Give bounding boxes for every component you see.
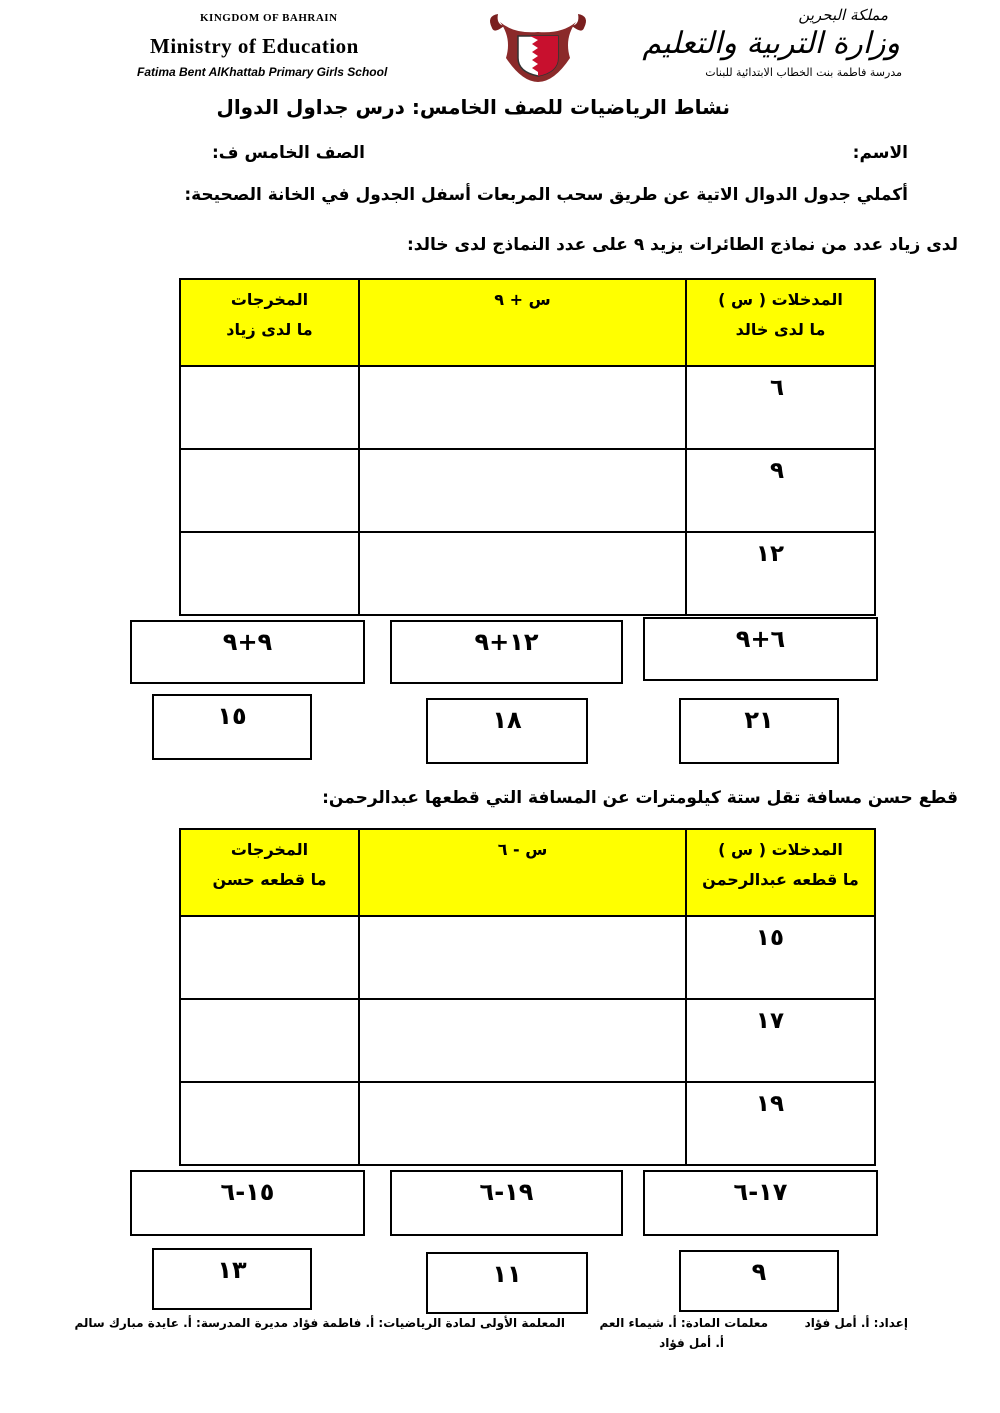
header-kingdom: KINGDOM OF BAHRAIN: [200, 12, 338, 24]
header-kingdom-ar: مملكة البحرين: [798, 6, 888, 24]
header-ministry: Ministry of Education: [150, 34, 359, 58]
rule-drop-cell[interactable]: [359, 449, 686, 532]
expression-tile[interactable]: ١٢+٩: [390, 620, 623, 684]
input-cell: ٦: [686, 366, 875, 449]
expression-tile[interactable]: ١٩-٦: [390, 1170, 623, 1236]
input-cell: ١٥: [686, 916, 875, 999]
bahrain-emblem-icon: [482, 8, 594, 84]
footer-teachers: معلمات المادة: أ. شيماء العم: [599, 1316, 768, 1330]
expression-tile[interactable]: ٦+٩: [643, 617, 878, 681]
header-school: Fatima Bent AlKhattab Primary Girls School: [137, 65, 388, 79]
class-label: الصف الخامس ف:: [212, 143, 365, 163]
footer-principal: مديرة المدرسة: أ. عايدة مبارك سالم: [74, 1316, 288, 1330]
result-tile[interactable]: ٢١: [679, 698, 839, 764]
output-drop-cell[interactable]: [180, 1082, 359, 1165]
rule-drop-cell[interactable]: [359, 916, 686, 999]
output-drop-cell[interactable]: [180, 532, 359, 615]
result-tile[interactable]: ١٣: [152, 1248, 312, 1310]
function-table-2: [179, 828, 876, 1166]
footer-teachers-2: أ. أمل فؤاد: [659, 1336, 724, 1350]
input-cell: ١٧: [686, 999, 875, 1082]
output-header: المخرجات ما لدى زياد: [180, 279, 359, 366]
footer-senior-teacher: المعلمة الأولى لمادة الرياضيات: أ. فاطمة فؤاد: [292, 1316, 565, 1330]
input-cell: ١٢: [686, 532, 875, 615]
rule-drop-cell[interactable]: [359, 1082, 686, 1165]
expression-tile[interactable]: ١٧-٦: [643, 1170, 878, 1236]
instruction-text: أكملي جدول الدوال الاتية عن طريق سحب المربعات أسفل الجدول في الخانة الصحيحة:: [184, 185, 908, 205]
rule-drop-cell[interactable]: [359, 532, 686, 615]
result-tile[interactable]: ١٨: [426, 698, 588, 764]
page-title: نشاط الرياضيات للصف الخامس: درس جداول الدوال: [216, 95, 730, 119]
rule-drop-cell[interactable]: [359, 999, 686, 1082]
footer-prepared: إعداد: أ. أمل فؤاد: [804, 1316, 908, 1330]
input-header: المدخلات ( س ) ما قطعه عبدالرحمن: [686, 829, 875, 916]
input-header: المدخلات ( س ) ما لدى خالد: [686, 279, 875, 366]
output-drop-cell[interactable]: [180, 916, 359, 999]
output-drop-cell[interactable]: [180, 999, 359, 1082]
expression-tile[interactable]: ٩+٩: [130, 620, 365, 684]
header-ministry-ar: وزارة التربية والتعليم: [642, 26, 900, 61]
result-tile[interactable]: ٩: [679, 1250, 839, 1312]
input-cell: ١٩: [686, 1082, 875, 1165]
result-tile[interactable]: ١٥: [152, 694, 312, 760]
problem-2-text: قطع حسن مسافة تقل ستة كيلومترات عن المسافة التي قطعها عبدالرحمن:: [322, 788, 958, 808]
rule-header: س - ٦: [359, 829, 686, 916]
function-table-1: [179, 278, 876, 616]
output-header: المخرجات ما قطعه حسن: [180, 829, 359, 916]
result-tile[interactable]: ١١: [426, 1252, 588, 1314]
name-label: الاسم:: [852, 143, 908, 163]
output-drop-cell[interactable]: [180, 366, 359, 449]
input-cell: ٩: [686, 449, 875, 532]
problem-1-text: لدى زياد عدد من نماذج الطائرات يزيد ٩ على عدد النماذج لدى خالد:: [406, 235, 958, 255]
header-school-ar: مدرسة فاطمة بنت الخطاب الابتدائية للبنات: [705, 66, 902, 79]
rule-drop-cell[interactable]: [359, 366, 686, 449]
output-drop-cell[interactable]: [180, 449, 359, 532]
rule-header: س + ٩: [359, 279, 686, 366]
expression-tile[interactable]: ١٥-٦: [130, 1170, 365, 1236]
